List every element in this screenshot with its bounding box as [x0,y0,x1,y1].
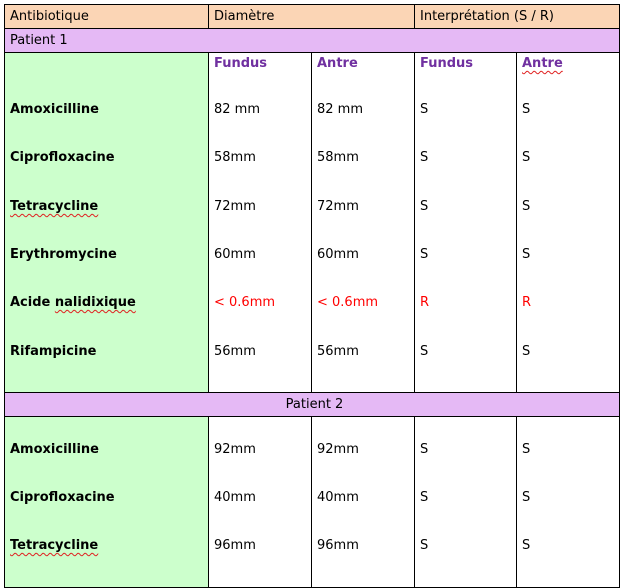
patient-2-row [5,393,620,417]
diametre-antre-column-p1 [312,53,415,393]
interpretation-value: S [522,199,531,214]
diameter-value: 58mm [214,150,256,165]
diameter-value: 56mm [214,344,256,359]
subheader-fundus: Fundus [420,56,474,71]
antibiotic-name: Tetracycline [10,538,99,553]
diameter-value: 82 mm [214,102,261,117]
antibiotic-name: Ciprofloxacine [10,490,115,505]
subheader-antre: Antre [317,56,358,71]
patient-1-body [5,53,620,393]
antibiotic-column-p1 [5,53,209,393]
diametre-antre-column-p2 [312,417,415,588]
diameter-value: 60mm [214,247,256,262]
diameter-value: 40mm [317,490,359,505]
header-diametre: Diamètre [209,5,415,29]
diameter-value: 92mm [214,442,256,457]
interpretation-value: S [522,150,531,165]
interpretation-value: S [420,490,429,505]
header-interpretation: Interprétation (S / R) [415,5,620,29]
header-antibiotique: Antibiotique [5,5,209,29]
patient-2-body [5,417,620,588]
interpretation-value: S [522,102,531,117]
diameter-value: < 0.6mm [214,295,276,310]
interpretation-fundus-column-p1 [415,53,517,393]
interpretation-fundus-column-p2 [415,417,517,588]
antibiotic-column-p2 [5,417,209,588]
interpretation-value: S [420,150,429,165]
interpretation-value: S [420,442,429,457]
antibiotic-name: Amoxicilline [10,102,99,117]
antibiotic-name: Erythromycine [10,247,117,262]
interpretation-value: S [420,199,429,214]
diameter-value: 72mm [317,199,359,214]
interpretation-value: S [522,490,531,505]
subheader-antre: Antre [522,56,563,71]
antibiogram-table [4,4,620,588]
patient-1-row [5,29,620,53]
antibiotic-name: Rifampicine [10,344,97,359]
diameter-value: < 0.6mm [317,295,379,310]
diameter-value: 72mm [214,199,256,214]
antibiotic-name: Ciprofloxacine [10,150,115,165]
diameter-value: 82 mm [317,102,364,117]
subheader-fundus: Fundus [214,56,268,71]
diametre-fundus-column-p1 [209,53,312,393]
interpretation-value: R [522,295,532,310]
interpretation-value: S [522,538,531,553]
diameter-value: 56mm [317,344,359,359]
interpretation-value: R [420,295,430,310]
interpretation-value: S [420,538,429,553]
diameter-value: 96mm [214,538,256,553]
diameter-value: 58mm [317,150,359,165]
diameter-value: 92mm [317,442,359,457]
antibiotic-name: Acide nalidixique [10,295,136,310]
diameter-value: 96mm [317,538,359,553]
patient-2-label: Patient 2 [5,393,620,417]
patient-1-label: Patient 1 [5,29,620,53]
interpretation-value: S [522,344,531,359]
diameter-value: 60mm [317,247,359,262]
interpretation-value: S [420,102,429,117]
antibiotic-name: Tetracycline [10,199,99,214]
diametre-fundus-column-p2 [209,417,312,588]
interpretation-value: S [522,247,531,262]
diameter-value: 40mm [214,490,256,505]
interpretation-antre-column-p2 [517,417,620,588]
header-row [5,5,620,29]
antibiotic-name: Amoxicilline [10,442,99,457]
interpretation-value: S [420,344,429,359]
interpretation-antre-column-p1 [517,53,620,393]
interpretation-value: S [522,442,531,457]
interpretation-value: S [420,247,429,262]
